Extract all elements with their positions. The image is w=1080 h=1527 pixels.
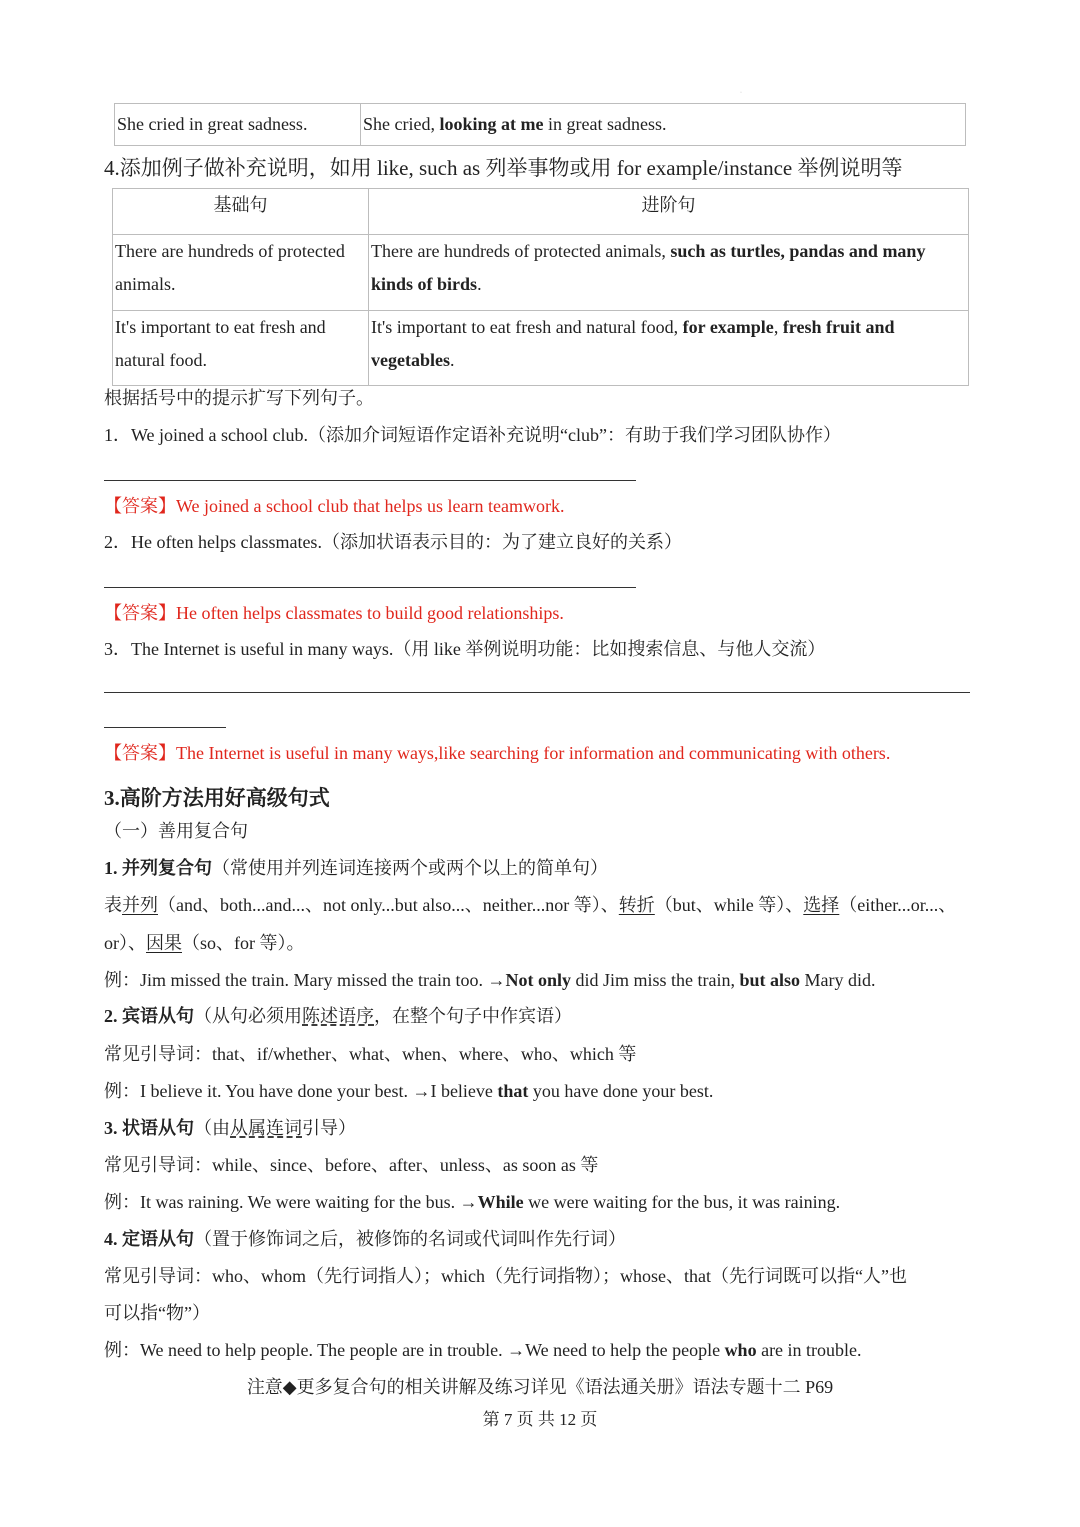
basic-cell: She cried in great sadness.: [115, 104, 361, 146]
item-heading: 4. 定语从句（置于修饰词之后，被修饰的名词或代词叫作先行词）: [104, 1229, 626, 1249]
page-number: 第 7 页 共 12 页: [482, 1410, 598, 1429]
example-table: [112, 188, 969, 386]
header-advanced: 进阶句: [369, 189, 969, 235]
header-basic: 基础句: [113, 189, 369, 235]
point-4-heading: 4.添加例子做补充说明，如用 like, such as 列举事物或用 for example/instance 举例说明等: [104, 156, 903, 180]
table-row: [113, 311, 969, 386]
example-table-top: [114, 103, 966, 146]
answer-tag: 【答案】: [104, 496, 176, 516]
advanced-cell: It's important to eat fresh and natural food, for example, fresh fruit and vegetables.: [369, 311, 969, 386]
basic-cell: It's important to eat fresh and natural food.: [113, 311, 369, 386]
section-title: 3.高阶方法用好高级句式: [104, 786, 330, 810]
reference-note: 注意◆更多复合句的相关讲解及练习详见《语法通关册》语法专题十二 P69: [246, 1377, 834, 1397]
table-header-row: [113, 189, 969, 235]
item-example: 例：I believe it. You have done your best. →I believe that you have done your best.: [104, 1081, 714, 1101]
exercise-question: 2．He often helps classmates.（添加状语表示目的：为了建立良好的关系）: [104, 532, 682, 552]
item-guide: 可以指“物”）: [104, 1303, 210, 1323]
answer-blank-line: [104, 692, 970, 693]
item-heading: 1. 并列复合句（常使用并列连词连接两个或两个以上的简单句）: [104, 858, 608, 878]
answer-line: [104, 740, 890, 766]
answer-text: The Internet is useful in many ways,like searching for information and communicating with others.: [176, 743, 891, 763]
item-guide: 常见引导词：while、since、before、after、unless、as soon as 等: [104, 1155, 599, 1175]
answer-text: He often helps classmates to build good relationships.: [176, 603, 564, 623]
answer-text: We joined a school club that helps us learn teamwork.: [176, 496, 565, 516]
exercise-question: 1．We joined a school club.（添加介词短语作定语补充说明“club”：有助于我们学习团队协作）: [104, 425, 841, 445]
scan-mark: ·: [740, 90, 742, 96]
item-guide: 常见引导词：who、whom（先行词指人）；which（先行词指物）；whose、that（先行词既可以指“人”也: [104, 1266, 907, 1286]
answer-tag: 【答案】: [104, 603, 176, 623]
table-row: [115, 104, 966, 146]
item-example: 例：We need to help people. The people are in trouble. →We need to help the people who are in trouble.: [104, 1340, 862, 1360]
advanced-cell: She cried, looking at me in great sadness.: [361, 104, 966, 146]
item-heading: 3. 状语从句（由从属连词引导）: [104, 1118, 356, 1138]
basic-cell: There are hundreds of protected animals.: [113, 235, 369, 311]
answer-tag: 【答案】: [104, 743, 176, 763]
item-body: or）、因果（so、for 等）。: [104, 933, 305, 953]
item-guide: 常见引导词：that、if/whether、what、when、where、who、which 等: [104, 1044, 637, 1064]
answer-blank-line: [104, 727, 226, 728]
answer-blank-line: [104, 480, 636, 481]
exercise-question: 3．The Internet is useful in many ways.（用 like 举例说明功能：比如搜索信息、与他人交流）: [104, 639, 826, 659]
item-heading: 2. 宾语从句（从句必须用陈述语序，在整个句子中作宾语）: [104, 1006, 572, 1026]
instruction: 根据括号中的提示扩写下列句子。: [104, 388, 374, 408]
answer-line: [104, 600, 564, 626]
advanced-cell: There are hundreds of protected animals, such as turtles, pandas and many kinds of birds.: [369, 235, 969, 311]
subsection-title: （一）善用复合句: [104, 821, 248, 841]
item-body: 表并列（and、both...and...、not only...but also...、neither...nor 等）、转折（but、while 等）、选择（either...or...、: [104, 895, 957, 915]
item-example: 例：Jim missed the train. Mary missed the train too. →Not only did Jim miss the train, but also Mary did.: [104, 970, 876, 990]
answer-blank-line: [104, 587, 636, 588]
table-row: [113, 235, 969, 311]
item-example: 例：It was raining. We were waiting for the bus. →While we were waiting for the bus, it was raining.: [104, 1192, 841, 1212]
answer-line: [104, 493, 564, 519]
